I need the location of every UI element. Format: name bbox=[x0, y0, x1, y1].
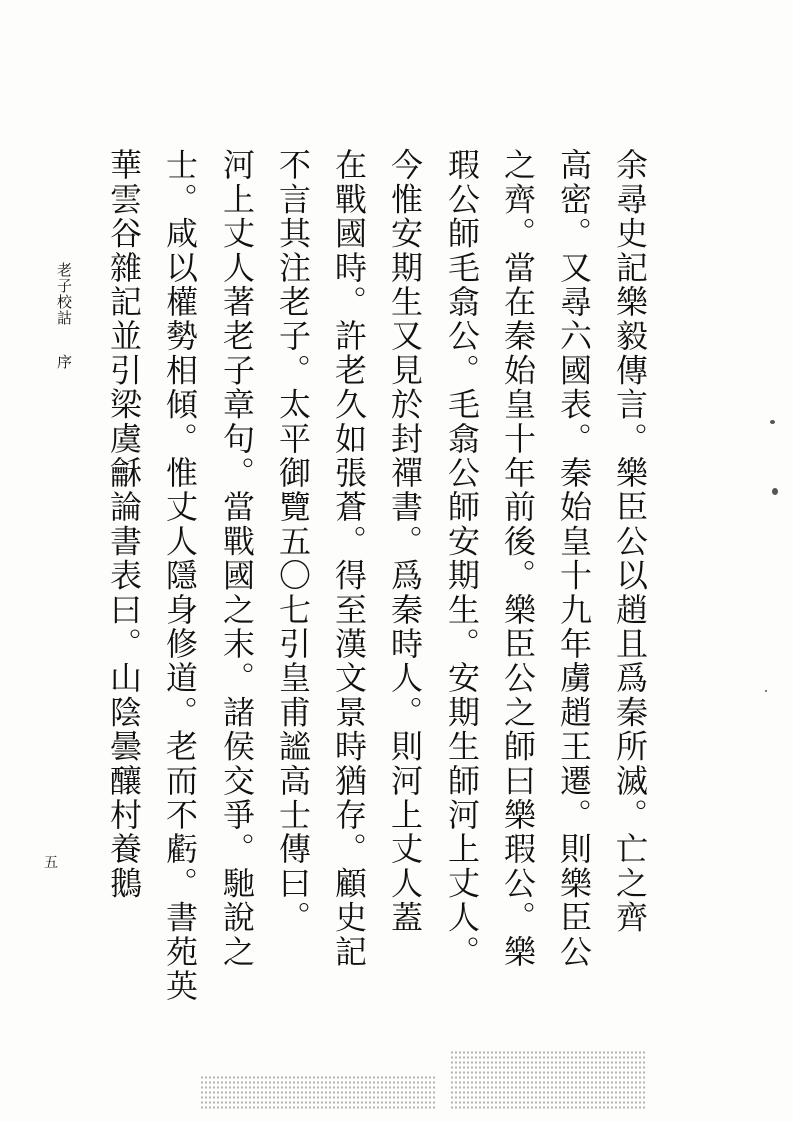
text-column-6: 在戰國時。許老久如張蒼。得至漢文景時猶存。顧史記 bbox=[330, 148, 368, 969]
text-column-5: 今惟安期生又見於封禪書。爲秦時人。則河上丈人蓋 bbox=[386, 148, 424, 935]
text-column-8: 河上丈人著老子章句。當戰國之末。諸侯交爭。馳說之 bbox=[218, 148, 256, 969]
text-column-2: 高密。又尋六國表。秦始皇十九年虜趙王遷。則樂臣公 bbox=[555, 148, 593, 969]
text-column-1: 余尋史記樂毅傳言。樂臣公以趙且爲秦所滅。亡之齊 bbox=[611, 148, 649, 935]
margin-header bbox=[54, 262, 75, 370]
scan-noise bbox=[200, 1075, 435, 1109]
text-column-3: 之齊。當在秦始皇十年前後。樂臣公之師曰樂瑕公。樂 bbox=[499, 148, 537, 969]
book-title: 老子校詁 bbox=[55, 262, 73, 326]
scan-speck bbox=[765, 690, 767, 692]
text-column-9: 士。咸以權勢相傾。惟丈人隱身修道。老而不虧。書苑英 bbox=[161, 148, 199, 1003]
scan-speck bbox=[772, 488, 778, 495]
text-column-10: 華雲谷雜記並引梁虞龢論書表曰。山陰曇釀村養鵝 bbox=[105, 148, 143, 901]
text-column-7: 不言其注老子。太平御覽五〇七引皇甫謐高士傳曰。 bbox=[274, 148, 312, 935]
scan-noise bbox=[450, 1050, 645, 1110]
text-column-4: 瑕公師毛翕公。毛翕公師安期生。安期生師河上丈人。 bbox=[443, 148, 481, 969]
scan-speck bbox=[770, 420, 775, 424]
page-number: 五 bbox=[44, 855, 58, 871]
section-label: 序 bbox=[55, 354, 73, 370]
